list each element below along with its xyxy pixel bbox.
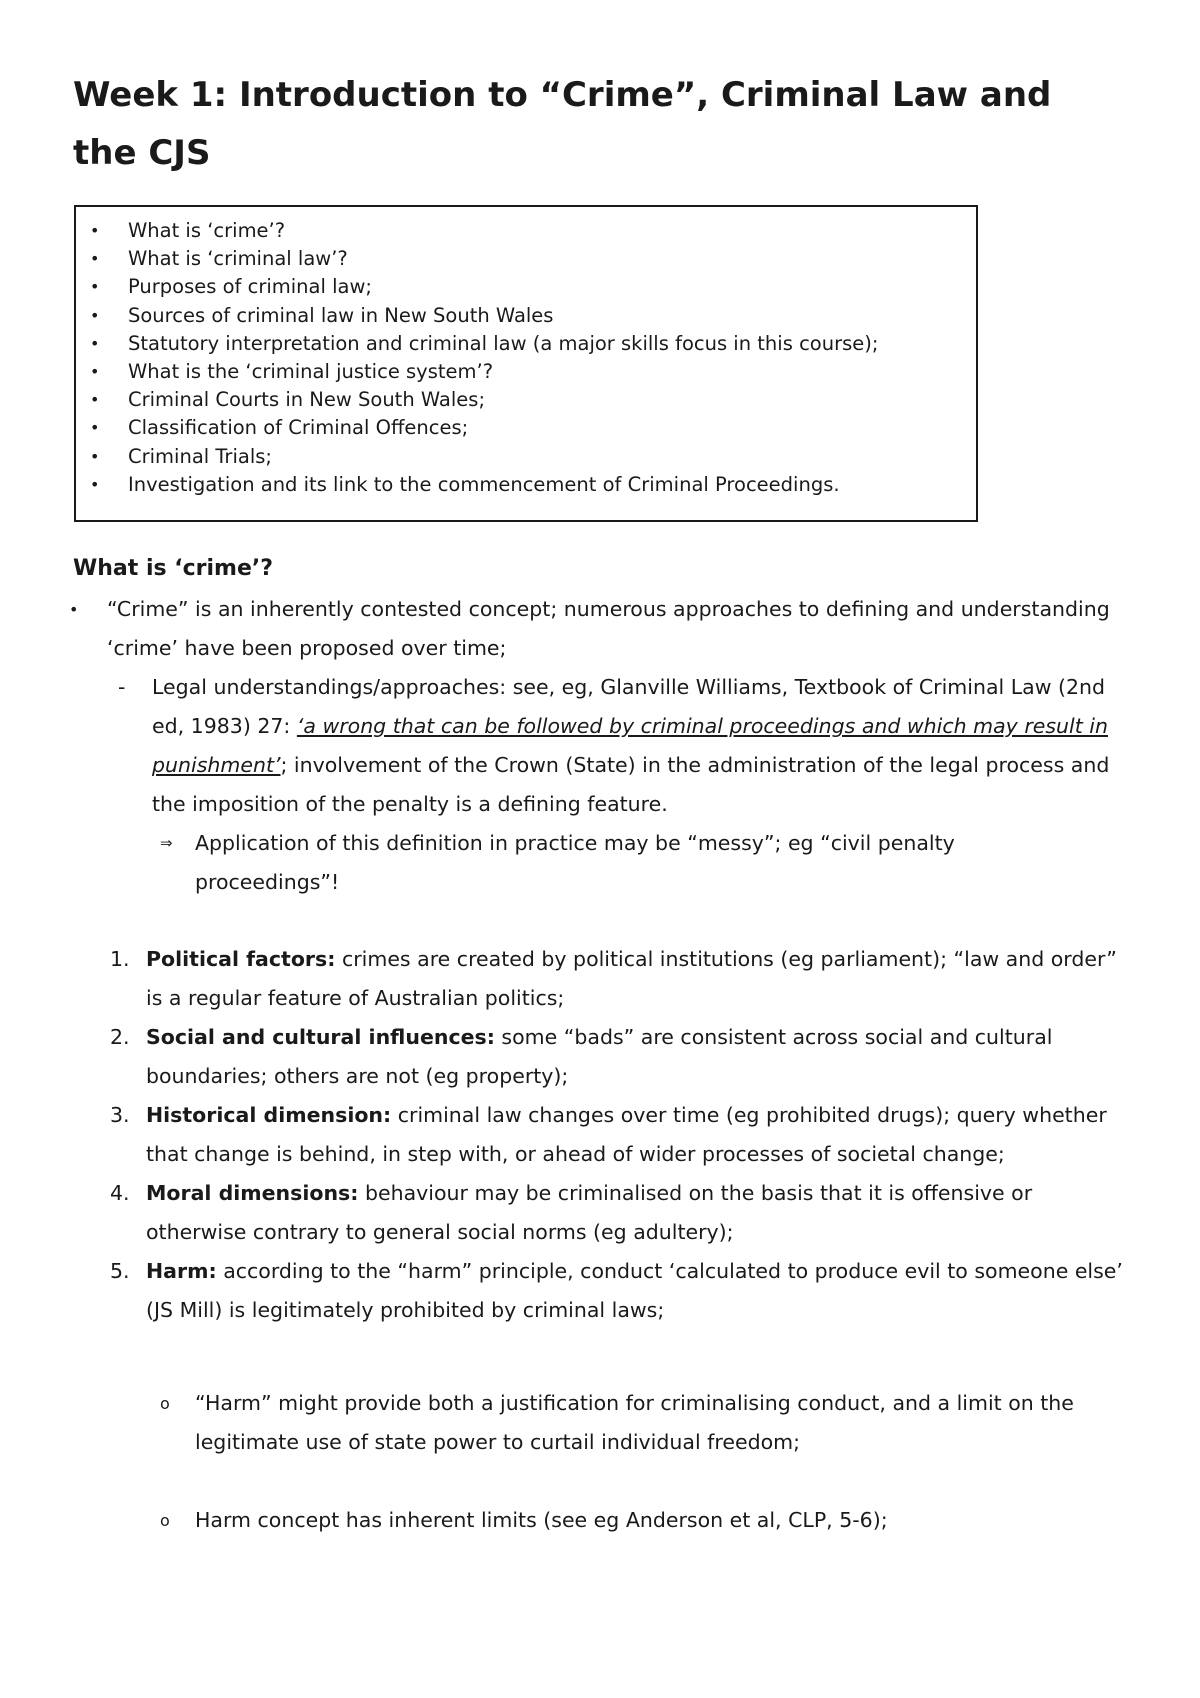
williams-quote: ‘a wrong that can be followed by criminal proceedings and which may result in punishment’: [152, 714, 1108, 777]
list-item: • What is ‘crime’?: [76, 217, 976, 245]
bullet-icon: •: [90, 221, 100, 240]
list-item: • Purposes of criminal law;: [76, 273, 976, 301]
harm-subpoint: o “Harm” might provide both a justification for criminalising conduct, and a limit on the legitimate use of state power to curtail individual freedom;: [195, 1384, 1135, 1462]
topic-outline-list: [76, 207, 976, 499]
list-item: • Sources of criminal law in New South Wales: [76, 302, 976, 330]
bullet-icon: •: [90, 390, 100, 410]
page-title: Week 1: Introduction to “Crime”, Criminal Law and the CJS: [73, 75, 1052, 173]
list-item: • Statutory interpretation and criminal law (a major skills focus in this course);: [76, 330, 976, 358]
harm-subpoint: o Harm concept has inherent limits (see eg Anderson et al, CLP, 5-6);: [195, 1501, 1135, 1540]
list-item: 1. Political factors: crimes are created by political institutions (eg parliament); “law and order” is a regular feature of Australian politics;: [110, 947, 1117, 1010]
list-item: • Criminal Trials;: [76, 443, 976, 471]
bullet-icon: •: [69, 600, 79, 619]
circle-bullet-icon: o: [160, 1394, 170, 1413]
intro-bullet: • “Crime” is an inherently contested concept; numerous approaches to defining and understanding ‘crime’ have been proposed over time;: [107, 590, 1127, 668]
legal-understanding-item: - Legal understandings/approaches: see, eg, Glanville Williams, Textbook of Criminal Law (2nd ed, 1983) 27: ‘a wrong that can be followed by criminal proceedings and which may result in punishment’; involvement of the Crown (State) in the administration of the legal process and the imposition of the penalty is a defining feature.: [152, 668, 1137, 824]
list-item: • Criminal Courts in New South Wales;: [76, 386, 976, 414]
list-item: • Investigation and its link to the commencement of Criminal Proceedings.: [76, 471, 976, 499]
circle-bullet-icon: o: [160, 1511, 170, 1530]
list-item: 4. Moral dimensions: behaviour may be criminalised on the basis that it is offensive or otherwise contrary to general social norms (eg adultery);: [110, 1181, 1033, 1244]
factors-list: [110, 940, 1136, 1330]
bullet-icon: •: [90, 277, 100, 297]
list-item: • What is ‘criminal law’?: [76, 245, 976, 273]
arrow-right-icon: ⇒: [160, 834, 173, 852]
bullet-icon: •: [90, 305, 100, 325]
dash-icon: -: [118, 675, 126, 699]
bullet-icon: •: [90, 446, 100, 466]
list-item: 2. Social and cultural influences: some “bads” are consistent across social and cultural boundaries; others are not (eg property);: [110, 1025, 1053, 1088]
list-item: 5. Harm: according to the “harm” principle, conduct ‘calculated to produce evil to someone else’ (JS Mill) is legitimately prohibited by criminal laws;: [110, 1259, 1123, 1322]
bullet-icon: •: [90, 249, 100, 269]
application-note: ⇒ Application of this definition in practice may be “messy”; eg “civil penalty proceedings”!: [195, 824, 1095, 902]
topic-outline-box: [74, 205, 978, 522]
bullet-icon: •: [90, 418, 100, 438]
list-item: 3. Historical dimension: criminal law changes over time (eg prohibited drugs); query whether that change is behind, in step with, or ahead of wider processes of societal change;: [110, 1103, 1107, 1166]
list-item: • Classification of Criminal Offences;: [76, 414, 976, 442]
bullet-icon: •: [90, 474, 100, 494]
section-heading: What is ‘crime’?: [73, 556, 273, 581]
list-item: • What is the ‘criminal justice system’?: [76, 358, 976, 386]
bullet-icon: •: [90, 333, 100, 353]
bullet-icon: •: [90, 362, 100, 382]
